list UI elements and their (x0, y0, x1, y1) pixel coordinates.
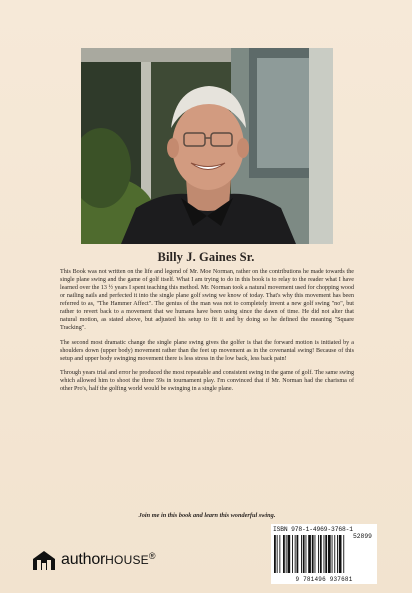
description-paragraph-1: This Book was not written on the life and legend of Mr. Moe Norman, rather on the contributions he made towards the single plane swing and the game of golf itself. What I am trying to do in this book is to relay to the reader what I have learned over the 13 ½ years I spent teaching this method. Mr. Norman took a natural movement used for chopping wood or nailing nails and perfected it into the single plane golf swing we know of today. That's why this movement has been referred to as, "The Hammer Affect". The genius of the man was not to completely invent a new golf swing "no", but rather to revert back to a movement that we humans have been using since the dawn of time. He did not alter that natural motion, as stated above, but adjusted his setup to fit it and by doing so he defined the meaning "Square Tracking". (60, 269, 354, 331)
publisher-name-prefix: author (61, 551, 106, 568)
barcode-bar (332, 535, 333, 573)
barcode-bar (315, 535, 316, 573)
publisher-logo (31, 549, 155, 571)
barcode-bar (277, 535, 278, 573)
barcode-bar (274, 535, 276, 573)
barcode-bar (295, 535, 296, 573)
barcode-bar (306, 535, 307, 573)
description-paragraph-3: Through years trial and error he produced the most repeatable and consistent swing in the game of golf. The same swing which allowed him to shoot the three 59s in tournament play. I'm convinced that if Mr. Norman had the charisma of other Pro's, half the golfing world would be swinging in a single plane. (60, 370, 354, 392)
barcode-bar (288, 535, 291, 573)
registered-mark: ® (148, 551, 156, 561)
barcode-bar (320, 535, 322, 573)
closing-line: Join me in this book and learn this wonderful swing. (138, 512, 276, 519)
house-logo-icon (31, 549, 57, 571)
barcode-bar (286, 535, 287, 573)
barcode-bar (328, 535, 331, 573)
barcode-bar (283, 535, 285, 573)
price-code: 52899 (353, 533, 372, 540)
isbn-text: ISBN 978-1-4969-3768-1 (273, 526, 353, 533)
barcode-digits: 9 781496 937681 (295, 576, 353, 583)
barcode-bars (274, 535, 374, 573)
barcode-bar (279, 535, 280, 573)
author-photo (81, 48, 333, 244)
barcode-bar (318, 535, 319, 573)
barcode-bar (325, 535, 327, 573)
barcode-bar (292, 535, 293, 573)
barcode-bar (343, 535, 344, 573)
barcode-bar (303, 535, 305, 573)
barcode-bar (301, 535, 302, 573)
book-description (60, 268, 354, 400)
publisher-name (61, 551, 155, 569)
barcode-bar (297, 535, 299, 573)
barcode-bar (337, 535, 338, 573)
publisher-name-suffix: HOUSE (105, 553, 149, 567)
barcode-bar (334, 535, 335, 573)
barcode-bar (324, 535, 325, 573)
barcode-bar (308, 535, 311, 573)
barcode-bar (339, 535, 342, 573)
barcode-bar (312, 535, 314, 573)
description-paragraph-2: The second most dramatic change the single plane swing gives the golfer is that the forward motion is initiated by a shoulders down (upper body) movement rather than the feet up movement as in the covenantal swing! Because of this setup and upper body swinging movement there is less stress in the low back, less back pain! (60, 339, 354, 362)
author-name: Billy J. Gaines Sr. (157, 250, 255, 264)
